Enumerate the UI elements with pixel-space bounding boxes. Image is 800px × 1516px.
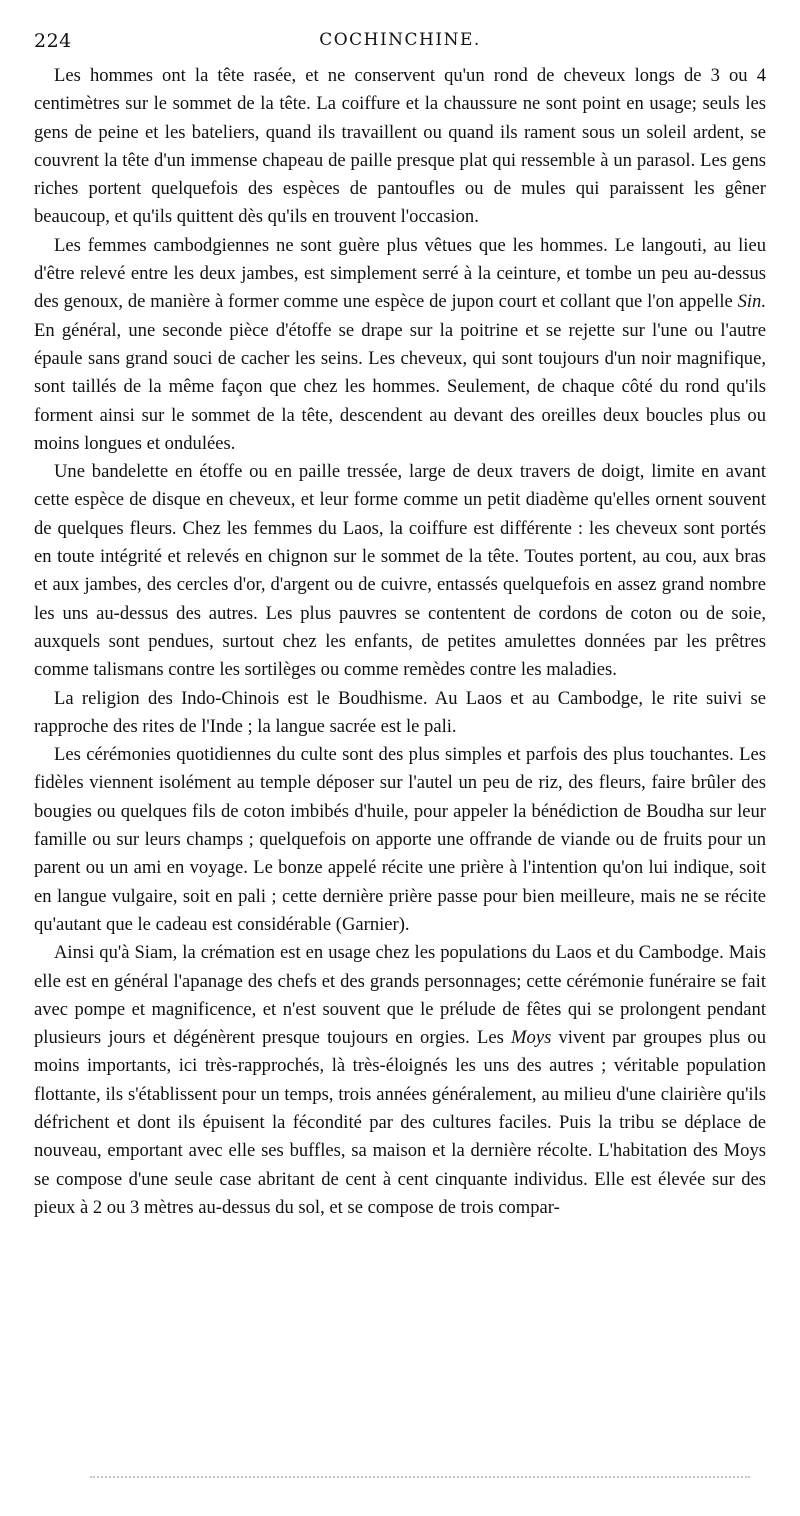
- paragraph-cremation-and-moys: Ainsi qu'à Siam, la crémation est en usage chez les populations du Laos et du Cambodge. Mais elle est en général l'apanage des chefs et des grands personnages; cette cérémonie funéraire se fait avec pompe et magnificence, et n'est souvent que le prélude de fêtes qui se prolongent pendant plusieurs jours et dégénèrent presque toujours en orgies. Les Moys vivent par groupes plus ou moins importants, ici très-rapprochés, là très-éloignés les uns des autres ; véritable population flottante, ils s'établissent pour un temps, trois années généralement, au milieu d'une clairière qu'ils défrichent et dont ils épuisent la fécondité par des cultures faciles. Puis la tribu se déplace de nouveau, emportant avec elle ses buffles, sa maison et la dernière récolte. L'habitation des Moys se compose d'une seule case abritant de cent à cent cinquante individus. Elle est élevée sur des pieux à 2 ou 3 mètres au-dessus du sol, et se compose de trois compar-: [34, 942, 766, 1218]
- bleed-through-speckles: [90, 1476, 750, 1482]
- page-header: [34, 28, 766, 56]
- paragraph-cambodian-women: Les femmes cambodgiennes ne sont guère plus vêtues que les hommes. Le langouti, au lieu d'être relevé entre les deux jambes, est simplement serré à la ceinture, et tombe un peu au-dessus des genoux, de manière à former comme une espèce de jupon court et collant que l'on appelle Sin. En général, une seconde pièce d'étoffe se drape sur la poitrine et se rejette sur l'une ou l'autre épaule sans grand souci de cacher les seins. Les cheveux, qui sont toujours d'un noir magnifique, sont taillés de la même façon que chez les hommes. Seulement, de chaque côté du rond qu'ils forment ainsi sur le sommet de la tête, descendent au devant des oreilles deux boucles plus ou moins longues et ondulées.: [34, 234, 766, 454]
- paragraph-ceremonies: Les cérémonies quotidiennes du culte sont des plus simples et parfois des plus touchantes. Les fidèles viennent isolément au temple déposer sur l'autel un peu de riz, des fleurs, faire brûler des bougies ou quelques fils de coton imbibés d'huile, pour appeler la bénédiction de Boudha sur leur famille ou sur leurs champs ; quelquefois on apporte une offrande de viande ou de fruits pour un parent ou un ami en voyage. Le bonze appelé récite une prière à l'intention qu'on lui indique, soit en langue vulgaire, soit en pali ; cette dernière prière passe pour bien meilleure, mais ne se récite qu'autant que le cadeau est considérable (Garnier).: [34, 744, 766, 935]
- term-moys: Moys: [511, 1027, 552, 1049]
- term-sin: Sin.: [737, 291, 766, 313]
- paragraph-religion: La religion des Indo-Chinois est le Boudhisme. Au Laos et au Cambodge, le rite suivi se rapproche des rites de l'Inde ; la langue sacrée est le pali.: [34, 687, 766, 737]
- body-text: [34, 62, 766, 1222]
- page-number: 224: [34, 30, 72, 52]
- paragraph-hair-and-dress: Les hommes ont la tête rasée, et ne conservent qu'un rond de cheveux longs de 3 ou 4 centimètres sur le sommet de la tête. La coiffure et la chaussure ne sont point en usage; seuls les gens de peine et les bateliers, quand ils travaillent ou quand ils rament sous un soleil ardent, se couvrent la tête d'un immense chapeau de paille presque plat qui ressemble à un parasol. Les gens riches portent quelquefois des espèces de pantoufles ou de mules qui paraissent les gêner beaucoup, et qu'ils quittent dès qu'ils en trouvent l'occasion.: [34, 65, 766, 228]
- paragraph-headband-and-ornaments: Une bandelette en étoffe ou en paille tressée, large de deux travers de doigt, limite en avant cette espèce de disque en cheveux, et leur forme comme un petit diadème qu'elles ornent souvent de quelques fleurs. Chez les femmes du Laos, la coiffure est différente : les cheveux sont portés en toute intégrité et relevés en chignon sur le sommet de la tête. Toutes portent, au cou, aux bras et aux jambes, des cercles d'or, d'argent ou de cuivre, entassés quelquefois en assez grand nombre les uns au-dessus des autres. Les plus pauvres se contentent de cordons de coton ou de soie, auxquels sont pendues, surtout chez les enfants, de petites amulettes données par les prêtres comme talismans contre les sortilèges ou comme remèdes contre les maladies.: [34, 461, 766, 681]
- running-title: COCHINCHINE.: [319, 30, 481, 50]
